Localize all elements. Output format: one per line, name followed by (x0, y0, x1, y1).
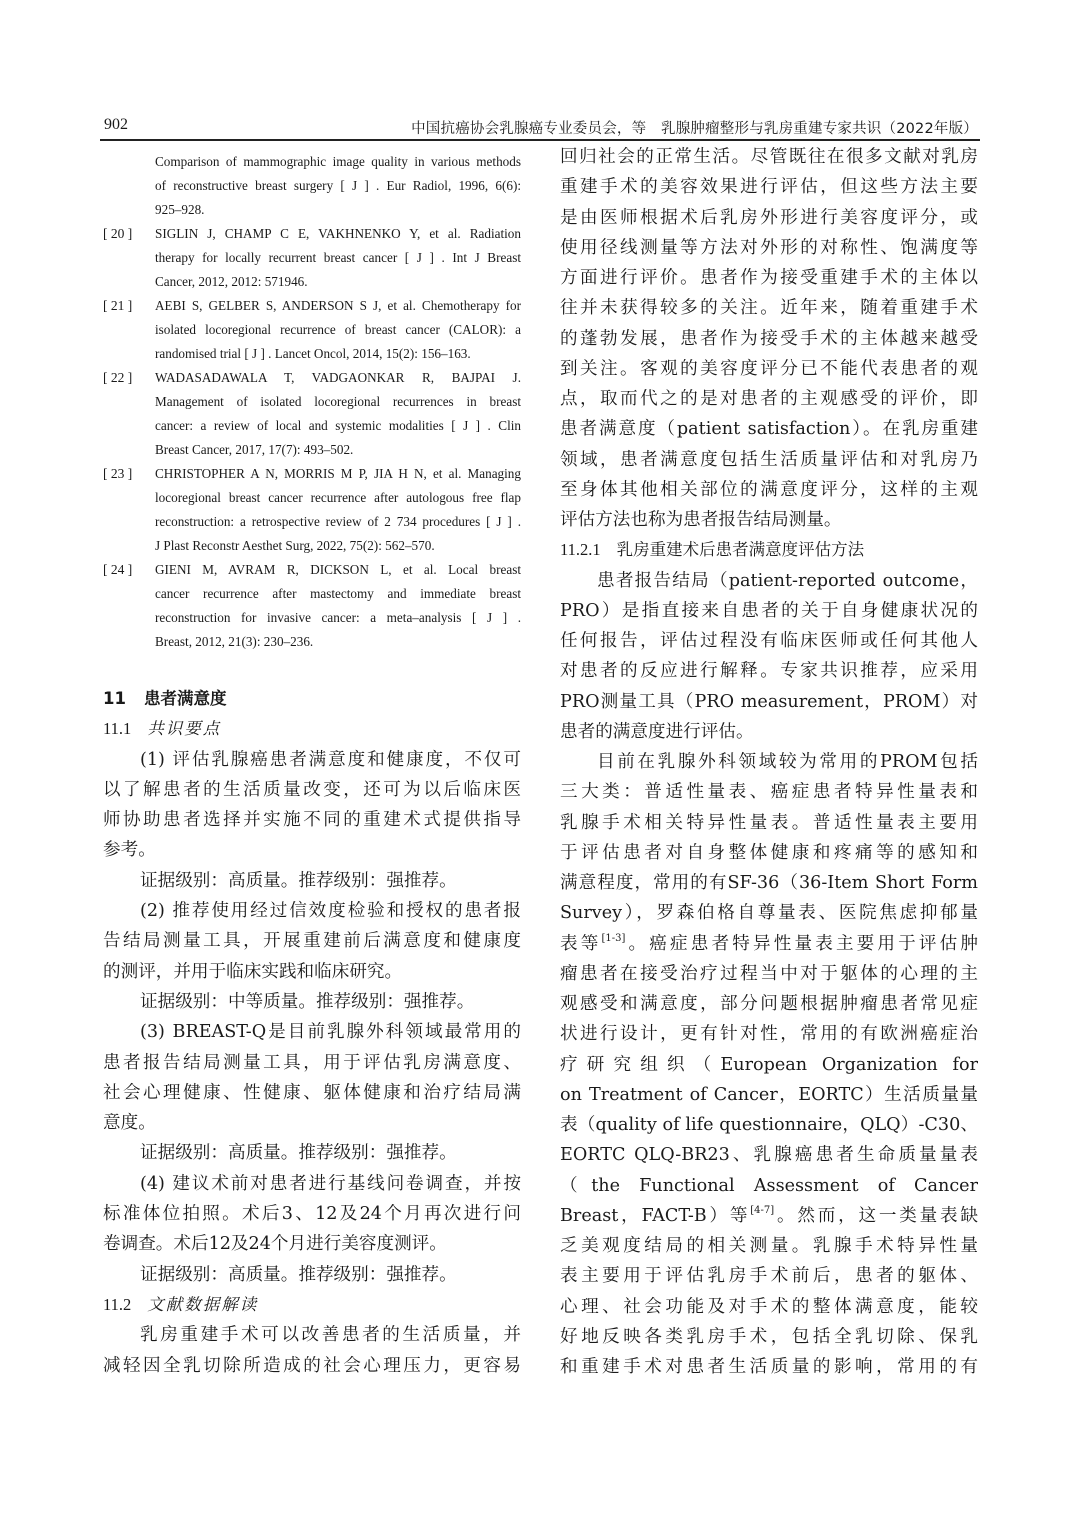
evidence-level (103, 987, 521, 1017)
text-line: 减轻因全乳切除所造成的社会心理压力，更容易 (103, 1355, 521, 1376)
text-line: 是由医师根据术后乳房外形进行美容度评分，或 (560, 207, 978, 228)
left-column-body (103, 684, 521, 1381)
heading-number: 11.1 (103, 719, 132, 739)
evidence-level (103, 1260, 521, 1290)
reference-line: reconstruction for invasive cancer: a meta–analysis [ J ] . (155, 610, 521, 625)
text-line: 参考。 (103, 840, 156, 861)
text-line: 师协助患者选择并实施不同的重建术式提供指导 (103, 810, 521, 831)
text-line: 患者的满意度进行评估。 (560, 721, 754, 742)
evidence-level (103, 1138, 521, 1168)
text-line: 目前在乳腺外科领域较为常用的PROM包括 (597, 752, 978, 772)
text-line: 表（quality of life questionnaire，QLQ）-C30、 (560, 1115, 978, 1135)
text-line (560, 1201, 978, 1231)
heading-line (560, 535, 978, 565)
text: 。癌症患者特异性量表主要用于评估肿 (625, 933, 978, 954)
text-line: 证据级别：高质量。推荐级别：强推荐。 (140, 1264, 457, 1285)
text-line: 心理、社会功能及对手术的整体满意度，能较 (560, 1296, 978, 1317)
citation: [1-3] (601, 932, 626, 944)
reference-line: reconstruction: a retrospective review of 2 734 procedures [ J ] . (155, 514, 521, 529)
text-line: 告结局测量工具，开展重建前后满意度和健康度 (103, 931, 521, 952)
reference-item (103, 558, 521, 654)
text-line: 患者满意度（patient satisfaction）。在乳房重建 (560, 419, 978, 440)
text-line: 观感受和满意度，部分问题根据肿瘤患者常见症 (560, 994, 978, 1014)
reference-number: [ 20 ] (103, 226, 133, 241)
text-line: 的蓬勃发展，患者作为接受手术的主体越来越受 (560, 328, 978, 349)
heading-title: 文献数据解读 (147, 1294, 259, 1314)
text-line: 评估方法也称为患者报告结局测量。 (560, 510, 842, 530)
text-line: 任何报告，评估过程没有临床医师或任何其他人 (560, 631, 978, 651)
reference-item (103, 150, 521, 222)
reference-line: therapy for locally recurrent breast cancer [ J ] . Int J Breast (155, 250, 521, 265)
text: Breast，FACT-B）等 (560, 1205, 751, 1226)
text-line: 回归社会的正常生活。尽管既往在很多文献对乳房 (560, 147, 978, 167)
text-line: (4) 建议术前对患者进行基线问卷调查，并按 (140, 1173, 521, 1194)
text-line: 卷调查。术后12及24个月进行美容度测评。 (103, 1234, 447, 1255)
paragraph (560, 566, 978, 748)
page-number: 902 (104, 116, 128, 133)
text-line: 状进行设计，更有针对性，常用的有欧洲癌症治 (560, 1024, 978, 1045)
text-line: 标准体位拍照。术后3、12及24个月再次进行问 (103, 1204, 521, 1225)
heading-title: 乳房重建术后患者满意度评估方法 (616, 540, 865, 560)
reference-number: [ 23 ] (103, 466, 133, 481)
text-line: 点，取而代之的是对患者的主观感受的评价，即 (560, 389, 978, 409)
text-line: 证据级别：中等质量。推荐级别：强推荐。 (140, 991, 475, 1012)
heading-title: 共识要点 (147, 719, 222, 739)
text-line: (3) BREAST-Q是目前乳腺外科领域最常用的 (140, 1022, 521, 1043)
text-line: 乳房重建手术可以改善患者的生活质量，并 (140, 1325, 521, 1346)
header-rule (100, 139, 980, 141)
text-line: 证据级别：高质量。推荐级别：强推荐。 (140, 1143, 457, 1164)
heading-number: 11.2.1 (560, 540, 601, 560)
text-line: EORTC QLQ-BR23、乳腺癌患者生命质量量表 (560, 1145, 978, 1166)
reference-list (103, 150, 521, 654)
subsection-heading (560, 535, 978, 565)
reference-line: AEBI S, GELBER S, ANDERSON S J, et al. Chemotherapy for (155, 298, 521, 313)
text-line: 乏美观度结局的相关测量。乳腺手术特异性量 (560, 1236, 978, 1256)
text-line: 患者报告结局测量工具，用于评估乳房满意度、 (103, 1052, 521, 1073)
section-heading (103, 684, 521, 714)
subsection-heading (103, 714, 521, 744)
paragraph (560, 142, 978, 535)
reference-line: isolated locoregional recurrence of breast cancer (CALOR): a (155, 322, 521, 337)
text-line: 乳腺手术相关特异性量表。普适性量表主要用 (560, 812, 978, 833)
reference-line: Comparison of mammographic image quality in various methods (155, 154, 521, 169)
text-line: 以了解患者的生活质量改变，还可为以后临床医 (103, 779, 521, 800)
paragraph (103, 745, 521, 866)
heading-line (103, 684, 521, 714)
text-line: 好地反映各类乳房手术，包括全乳切除、保乳 (560, 1326, 978, 1347)
reference-line: J Plast Reconstr Aesthet Surg, 2022, 75(2): 562–570. (155, 538, 435, 553)
text-line: 表主要用于评估乳房手术前后，患者的躯体、 (560, 1266, 978, 1287)
right-column-body (560, 142, 978, 1382)
text-line: 瘤患者在接受治疗过程当中对于躯体的心理的主 (560, 963, 978, 984)
text-line: PRO）是指直接来自患者的关于自身健康状况的 (560, 600, 978, 621)
paragraph (103, 1320, 521, 1381)
heading-number: 11 (103, 689, 126, 708)
reference-number: [ 22 ] (103, 370, 133, 385)
text-line: (1) 评估乳腺癌患者满意度和健康度，不仅可 (140, 749, 521, 770)
heading-line (103, 714, 521, 744)
reference-item (103, 294, 521, 366)
reference-line: Breast Cancer, 2017, 17(7): 493–502. (155, 442, 354, 457)
citation: [4-7] (750, 1204, 775, 1216)
text-line: 至身体其他相关部位的满意度评分，这样的主观 (560, 479, 978, 500)
text: 表等 (560, 933, 602, 954)
reference-line: Cancer, 2012, 2012: 571946. (155, 274, 308, 289)
subsection-heading (103, 1290, 521, 1320)
text-line: 三大类：普适性量表、癌症患者特异性量表和 (560, 782, 978, 803)
heading-title: 患者满意度 (143, 689, 227, 708)
running-title: 中国抗癌协会乳腺癌专业委员会，等 乳腺肿瘤整形与乳房重建专家共识（2022年版） (411, 121, 978, 137)
text-line: 意度。 (103, 1113, 156, 1134)
paragraph (560, 747, 978, 1382)
text-line: 于评估患者对自身整体健康和疼痛等的感知和 (560, 842, 978, 863)
evidence-level (103, 866, 521, 896)
text-line: 方面进行评价。患者作为接受重建手术的主体以 (560, 268, 978, 288)
reference-line: locoregional breast cancer recurrence after autologous free flap (155, 490, 521, 505)
reference-number: [ 24 ] (103, 562, 133, 577)
text-line (560, 929, 978, 959)
reference-line: GIENI M, AVRAM R, DICKSON L, et al. Local breast (155, 562, 521, 577)
text-line: 到关注。客观的美容度评分已不能代表患者的观 (560, 358, 978, 379)
paragraph (103, 1169, 521, 1260)
reference-line: SIGLIN J, CHAMP C E, VAKHNENKO Y, et al. Radiation (155, 226, 521, 241)
reference-line: cancer recurrence after mastectomy and immediate breast (155, 586, 521, 601)
paragraph (103, 1017, 521, 1138)
text-line: 证据级别：高质量。推荐级别：强推荐。 (140, 870, 457, 891)
reference-line: 925–928. (155, 202, 205, 217)
reference-item (103, 222, 521, 294)
text-line: 领域，患者满意度包括生活质量评估和对乳房乃 (560, 449, 978, 470)
heading-line (103, 1290, 521, 1320)
text-line: 重建手术的美容效果进行评估，但这些方法主要 (560, 177, 978, 198)
text-line: 使用径线测量等方法对外形的对称性、饱满度等 (560, 237, 978, 258)
text-line: PRO测量工具（PRO measurement，PROM）对 (560, 691, 978, 712)
reference-line: Management of isolated locoregional recurrences in breast (155, 394, 521, 409)
reference-line: Breast, 2012, 21(3): 230–236. (155, 634, 314, 649)
reference-line: cancer: a review of local and systemic modalities [ J ] . Clin (155, 418, 521, 433)
text-line: 的测评，并用于临床实践和临床研究。 (103, 961, 403, 982)
paragraph (103, 896, 521, 987)
text-line: 疗研究组织（European Organization for (560, 1054, 978, 1075)
text: 。然而，这一类量表缺 (774, 1205, 978, 1226)
reference-line: WADASADAWALA T, VADGAONKAR R, BAJPAI J. (155, 370, 521, 385)
heading-number: 11.2 (103, 1294, 132, 1314)
text-line: 满意程度，常用的有SF-36（36-Item Short Form (560, 873, 978, 893)
text-line: 和重建手术对患者生活质量的影响，常用的有 (560, 1357, 978, 1377)
reference-number: [ 21 ] (103, 298, 133, 313)
reference-item (103, 366, 521, 462)
text-line: (2) 推荐使用经过信效度检验和授权的患者报 (140, 901, 521, 922)
reference-line: CHRISTOPHER A N, MORRIS M P, JIA H N, et al. Managing (155, 466, 521, 481)
text-line: 对患者的反应进行解释。专家共识推荐，应采用 (560, 661, 978, 682)
text-line: （the Functional Assessment of Cancer (560, 1175, 978, 1196)
text-line: 患者报告结局（patient-reported outcome， (597, 570, 978, 591)
text-line: on Treatment of Cancer，EORTC）生活质量量 (560, 1084, 978, 1105)
text-line: 往并未获得较多的关注。近年来，随着重建手术 (560, 298, 978, 319)
text-line: Survey），罗森伯格自尊量表、医院焦虑抑郁量 (560, 903, 978, 924)
reference-line: randomised trial [ J ] . Lancet Oncol, 2014, 15(2): 156–163. (155, 346, 471, 361)
reference-line: of reconstructive breast surgery [ J ] . Eur Radiol, 1996, 6(6): (155, 178, 521, 193)
reference-item (103, 462, 521, 558)
text-line: 社会心理健康、性健康、躯体健康和治疗结局满 (103, 1082, 521, 1103)
